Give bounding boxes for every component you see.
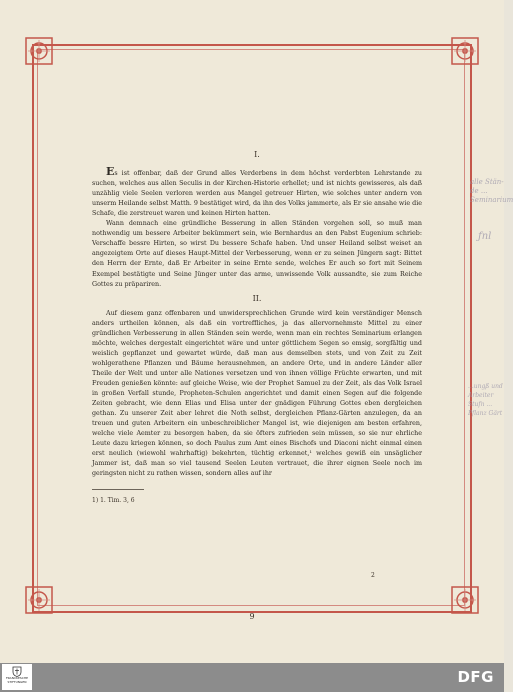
signature-mark: 2 xyxy=(371,572,375,579)
institution-logo[interactable] xyxy=(2,664,32,690)
institution-logo-label: FRANCKESCHE STIFTUNGEN xyxy=(5,676,29,684)
corner-ornament-top-right xyxy=(450,36,480,66)
section-heading-1: I. xyxy=(254,150,260,159)
margin-note-1: alle Stän- de ... Seminarium xyxy=(470,178,513,204)
page-body xyxy=(92,150,422,507)
footnote: 1) 1. Tim. 3, 6 xyxy=(92,497,135,505)
footnote-rule xyxy=(92,489,144,490)
page-number: 9 xyxy=(249,612,255,621)
section-1-paragraph-2: Wann demnach eine gründliche Besserung in allen Ständen vorgehen soll, so muß man nothwendig um bessere Arbeiter bekümmert sein, wie Bernhardus an den Pabst Eugenium schrieb: Verschaffe bessre Hirten, so wirst Du bessere Schafe haben. Und unser Heiland selbst weiset an angezeigtem Orte auf dieses Haupt-Mittel der Verbesserung, wenn er zu seinen Jüngern sagt: Bittet den Herrn der Ernte, daß Er Arbeiter in seine Ernte sende, welches Er auch so fort mit Seinem Exempel bestätigte und Seine Jünger unter das arme, unwissende Volk aussandte, sie zum Reiche Gottes zu präpariren. xyxy=(92,220,422,288)
section-heading-2: II. xyxy=(252,293,262,303)
viewer-footer-bar xyxy=(0,663,504,692)
margin-note-2: ƒnl xyxy=(478,231,492,242)
section-2-paragraph-1: Auf diesem ganz offenbaren und unwidersprechlichen Grunde wird kein verständiger Mensch anders urtheilen können, als daß ein vortreffliches, ja das allervornehmste Mittel zu einer gründlichen Verbesserung in allen Ständen sein werde, wenn man ein rechtes Seminarium erlangen möchte, welches dergestalt eingerichtet wäre und unter göttlichem Segen so emsig, sorgfältig und weislich gepflanzet und gewartet würde, daß man aus demselben stets, und von Zeit zu Zeit wohlgerathene Pflanzen und Bäume herausnehmen, an andere Orte, und in andere Länder aller Theile der Welt und unter alle Nationes versetzen und von ihnen völlige Früchte erwarten, und mit Freuden genießen könnte: auf gleiche Weise, wie der Prophet Samuel zu der Zeit, als das Volk Israel in großen Verfall stunde, Propheten-Schulen angerichtet und damit einen Segen auf die folgende Zeiten gebracht, wie denn Elias und Elisa unter der gnädigen Führung Gottes eben dergleichen gethan. Zu unserer Zeit aber lehret die Noth selbst, dergleichen Pflanz-Gärten anzulegen, da an treuen und guten Arbeitern ein unbeschreiblicher Mangel ist, wie diejenigen am besten erfahren, welche viele Aemter zu besorgen haben, da sie öfters zufrieden sein müssen, so sie nur ehrliche Leute dazu kriegen können, so doch Paulus zum Amt eines Bischofs und Diaconi nicht einmal einen erst neulich (wiewohl wahrhaftig) bekehrten, tüchtig erkennet,¹ welches gewiß ein unsäglicher Jammer ist, daß man so viel tausend Seelen Leuten vertrauet, die ihrer eignen Seele noch im geringsten nicht zu rathen wissen, sondern alles auf ihr xyxy=(92,309,422,478)
section-1-paragraph-1 xyxy=(92,167,422,219)
corner-ornament-bottom-right xyxy=(450,585,480,615)
corner-ornament-top-left xyxy=(24,36,54,66)
corner-ornament-bottom-left xyxy=(24,585,54,615)
dfg-logo[interactable]: DFG xyxy=(457,668,494,686)
margin-note-3: ...ungß und Arbeiter Stufn ... Pflanz Gärt xyxy=(468,383,503,417)
drop-cap: E xyxy=(106,165,115,179)
section-1-paragraph-1-text: s ist offenbar, daß der Grund alles Verderbens in dem höchst verderbten Lehrstande zu suchen, welches aus allen Seculis in der Kirchen-Historie erhellet; und ist nichts gewisseres, als daß unzählig viele Seelen verloren werden aus Mangel getreuer Hirten, wie solches unter andern von unserm Heilande selbst Matth. 9 bestätiget wird, da ihn des Volks jammerte, als Er sie ansahe wie die Schafe, die zerstreuet waren und keinen Hirten hatten. xyxy=(92,170,422,218)
